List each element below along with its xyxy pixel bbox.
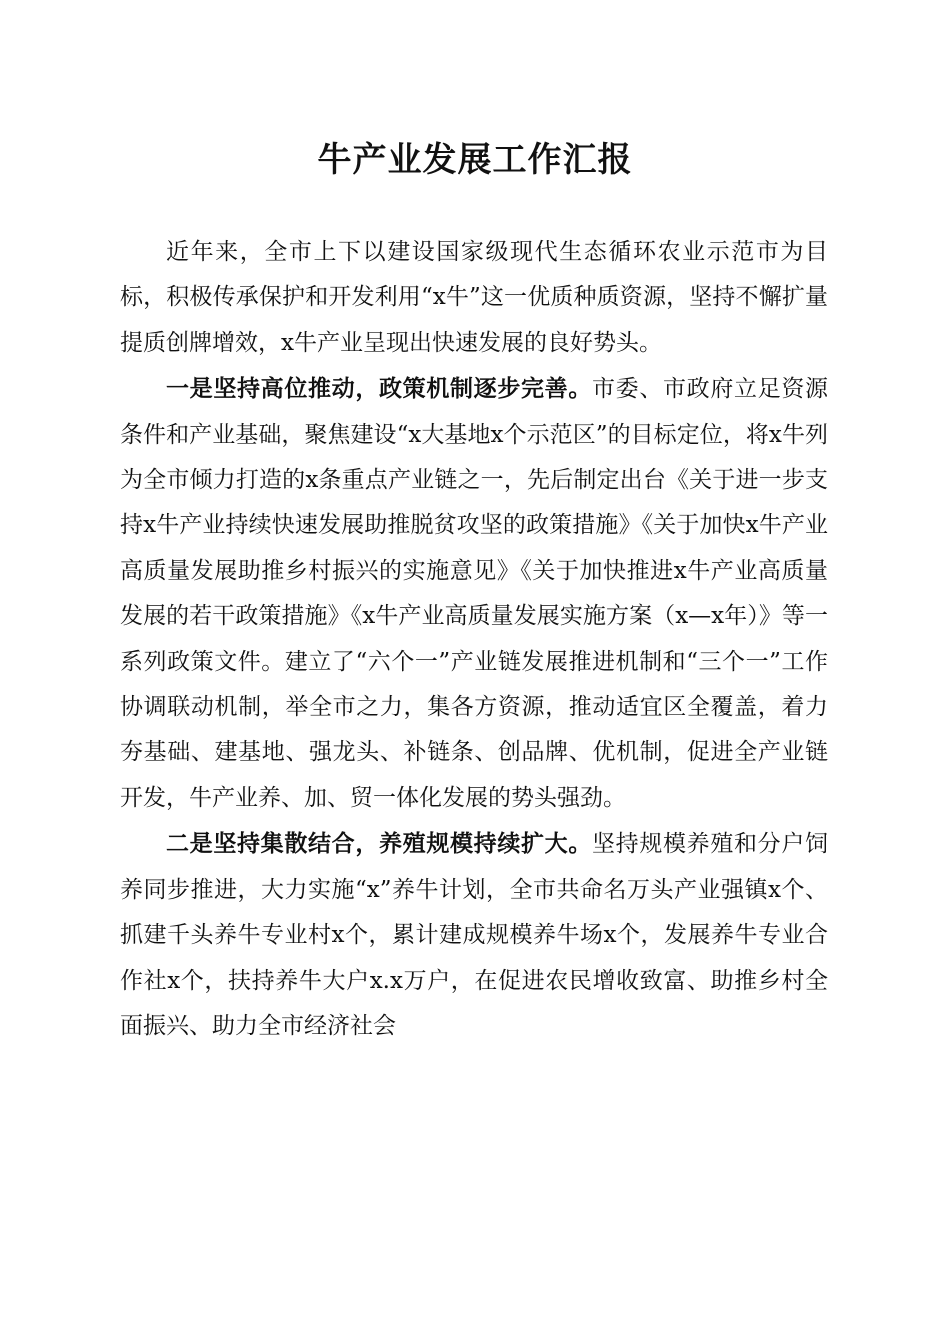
document-body xyxy=(120,230,828,1049)
document-title: 牛产业发展工作汇报 xyxy=(317,140,633,180)
paragraph-intro-text: 近年来，全市上下以建设国家级现代生态循环农业示范市为目标，积极传承保护和开发利用“x牛”这一优质种质资源，坚持不懈扩量提质创牌增效，x牛产业呈现出快速发展的良好势头。 xyxy=(120,239,828,356)
paragraph-scale xyxy=(120,821,828,1049)
paragraph-policy xyxy=(120,366,828,821)
paragraph-scale-text: 坚持规模养殖和分户饲养同步推进，大力实施“x”养牛计划，全市共命名万头产业强镇x个、抓建千头养牛专业村x个，累计建成规模养牛场x个，发展养牛专业合作社x个，扶持养牛大户x.x万户，在促进农民增收致富、助推乡村全面振兴、助力全市经济社会 xyxy=(120,831,829,1039)
paragraph-intro xyxy=(120,230,828,366)
paragraph-scale-heading: 二是坚持集散结合，养殖规模持续扩大。 xyxy=(166,830,592,858)
paragraph-policy-heading: 一是坚持高位推动，政策机制逐步完善。 xyxy=(166,375,592,403)
paragraph-policy-text: 市委、市政府立足资源条件和产业基础，聚焦建设“x大基地x个示范区”的目标定位，将x牛列为全市倾力打造的x条重点产业链之一，先后制定出台《关于进一步支持x牛产业持续快速发展助推脱贫攻坚的政策措施》《关于加快x牛产业高质量发展助推乡村振兴的实施意见》《关于加快推进x牛产业高质量发展的若干政策措施》《x牛产业高质量发展实施方案（x—x年）》等一系列政策文件。建立了“六个一”产业链发展推进机制和“三个一”工作协调联动机制，举全市之力，集各方资源，推动适宜区全覆盖，着力夯基础、建基地、强龙头、补链条、创品牌、优机制，促进全产业链开发，牛产业养、加、贸一体化发展的势头强劲。 xyxy=(120,376,829,811)
